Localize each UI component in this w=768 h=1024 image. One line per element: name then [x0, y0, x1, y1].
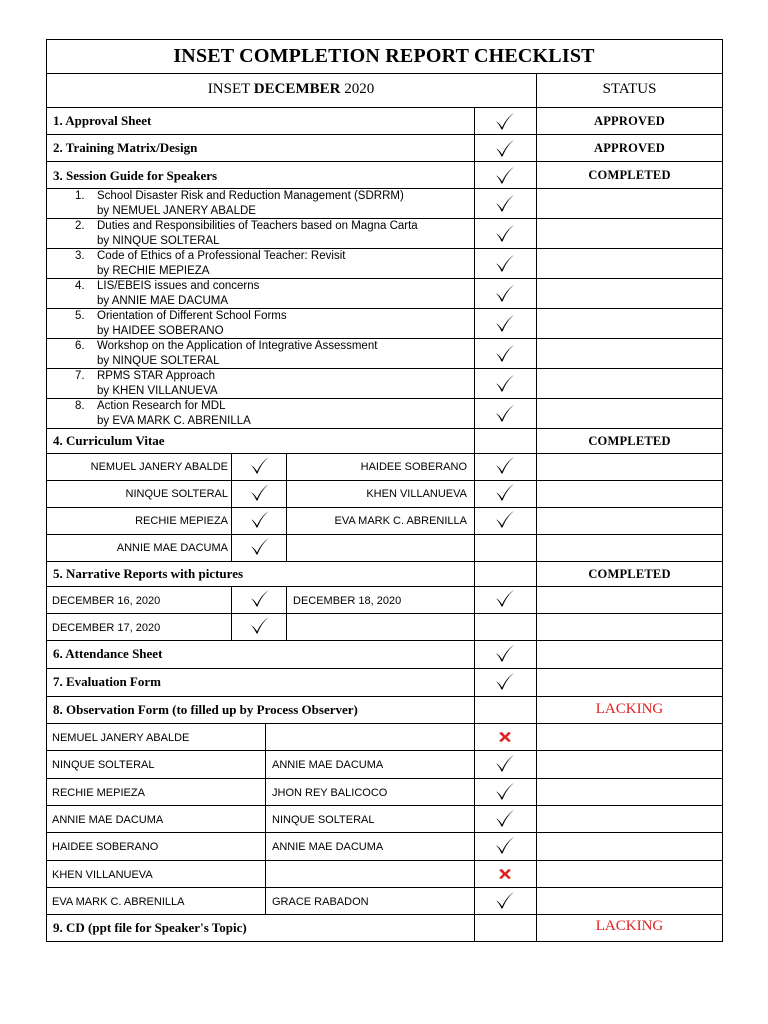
- table-rule: [46, 338, 723, 339]
- table-rule: [286, 453, 287, 562]
- table-border-bottom: [46, 941, 723, 942]
- session-number: 2.: [75, 220, 85, 232]
- subtitle-year: 2020: [340, 81, 375, 97]
- table-border-top: [46, 39, 723, 40]
- session-title: LIS/EBEIS issues and concerns: [97, 280, 260, 292]
- observer-name: HAIDEE SOBERANO: [52, 841, 159, 853]
- table-rule: [231, 453, 232, 562]
- check-mark-icon: [495, 510, 515, 528]
- table-rule: [46, 534, 723, 535]
- table-rule: [46, 586, 723, 587]
- session-speaker: by NEMUEL JANERY ABALDE: [97, 205, 256, 217]
- check-mark-icon: [495, 344, 515, 362]
- session-speaker: by NINQUE SOLTERAL: [97, 235, 220, 247]
- check-mark-icon: [250, 616, 270, 634]
- table-rule: [46, 860, 723, 861]
- session-title: RPMS STAR Approach: [97, 370, 216, 382]
- session-number: 1.: [75, 190, 85, 202]
- cv-name-left: ANNIE MAE DACUMA: [116, 542, 228, 554]
- table-rule: [46, 668, 723, 669]
- status-approval-sheet: APPROVED: [593, 114, 666, 128]
- red-x-icon: [498, 868, 512, 880]
- table-rule: [46, 188, 723, 189]
- table-rule: [46, 428, 723, 429]
- status-observation-form: LACKING: [595, 701, 664, 717]
- table-rule: [46, 161, 723, 162]
- table-rule: [46, 398, 723, 399]
- table-rule: [46, 73, 723, 74]
- session-speaker: by HAIDEE SOBERANO: [97, 325, 224, 337]
- subtitle-month: DECEMBER: [253, 81, 341, 97]
- observed-teacher-name: JHON REY BALICOCO: [272, 787, 388, 799]
- table-rule: [46, 248, 723, 249]
- observer-name: RECHIE MEPIEZA: [52, 787, 145, 799]
- cv-name-left: NEMUEL JANERY ABALDE: [90, 461, 228, 473]
- observed-teacher-name: NINQUE SOLTERAL: [272, 814, 375, 826]
- status-curriculum-vitae: COMPLETED: [588, 434, 671, 448]
- table-rule: [474, 561, 475, 942]
- table-rule: [46, 278, 723, 279]
- check-mark-icon: [495, 112, 515, 130]
- table-rule: [46, 107, 723, 108]
- check-mark-icon: [495, 139, 515, 157]
- inset-subtitle: [46, 81, 536, 98]
- section-training-matrix: 2. Training Matrix/Design: [53, 140, 198, 155]
- section-curriculum-vitae: 4. Curriculum Vitae: [53, 433, 165, 448]
- table-rule: [46, 640, 723, 641]
- section-cd-ppt: 9. CD (ppt file for Speaker's Topic): [53, 920, 247, 935]
- session-title: Workshop on the Application of Integrative Assessment: [97, 340, 378, 352]
- table-rule: [46, 218, 723, 219]
- session-title: Code of Ethics of a Professional Teacher: Revisit: [97, 250, 346, 262]
- check-mark-icon: [495, 809, 515, 827]
- session-number: 8.: [75, 400, 85, 412]
- document-title: INSET COMPLETION REPORT CHECKLIST: [173, 45, 595, 67]
- check-mark-icon: [495, 374, 515, 392]
- subtitle-prefix: INSET: [207, 81, 254, 97]
- session-number: 5.: [75, 310, 85, 322]
- table-rule: [46, 914, 723, 915]
- section-evaluation-form: 7. Evaluation Form: [53, 674, 161, 689]
- check-mark-icon: [495, 754, 515, 772]
- check-mark-icon: [495, 644, 515, 662]
- check-mark-icon: [250, 510, 270, 528]
- table-rule: [46, 134, 723, 135]
- cv-name-right: KHEN VILLANUEVA: [366, 488, 467, 500]
- check-mark-icon: [495, 166, 515, 184]
- narrative-date-left: DECEMBER 17, 2020: [52, 622, 161, 634]
- check-mark-icon: [495, 194, 515, 212]
- table-rule: [46, 723, 723, 724]
- observer-name: EVA MARK C. ABRENILLA: [52, 896, 185, 908]
- session-title: Duties and Responsibilities of Teachers based on Magna Carta: [97, 220, 418, 232]
- check-mark-icon: [495, 456, 515, 474]
- observer-name: ANNIE MAE DACUMA: [52, 814, 164, 826]
- table-rule: [46, 805, 723, 806]
- check-mark-icon: [495, 483, 515, 501]
- table-rule: [474, 453, 475, 562]
- session-number: 6.: [75, 340, 85, 352]
- table-rule: [46, 453, 723, 454]
- session-title: Action Research for MDL: [97, 400, 226, 412]
- cv-name-right: EVA MARK C. ABRENILLA: [334, 515, 467, 527]
- session-speaker: by ANNIE MAE DACUMA: [97, 295, 228, 307]
- observed-teacher-name: ANNIE MAE DACUMA: [272, 759, 384, 771]
- table-rule: [46, 368, 723, 369]
- check-mark-icon: [495, 224, 515, 242]
- check-mark-icon: [495, 404, 515, 422]
- session-speaker: by NINQUE SOLTERAL: [97, 355, 220, 367]
- session-number: 3.: [75, 250, 85, 262]
- check-mark-icon: [250, 456, 270, 474]
- status-cd-ppt: LACKING: [595, 918, 664, 934]
- check-mark-icon: [495, 589, 515, 607]
- table-border-right: [722, 39, 723, 942]
- table-rule: [46, 750, 723, 751]
- cv-name-right: HAIDEE SOBERANO: [360, 461, 467, 473]
- table-rule: [46, 832, 723, 833]
- narrative-date-left: DECEMBER 16, 2020: [52, 595, 161, 607]
- red-x-icon: [498, 731, 512, 743]
- table-rule: [46, 613, 723, 614]
- observer-name: NINQUE SOLTERAL: [52, 759, 155, 771]
- check-mark-icon: [495, 672, 515, 690]
- check-mark-icon: [250, 483, 270, 501]
- table-rule: [46, 507, 723, 508]
- check-mark-icon: [495, 836, 515, 854]
- table-rule: [46, 778, 723, 779]
- check-mark-icon: [495, 314, 515, 332]
- table-rule: [46, 887, 723, 888]
- check-mark-icon: [250, 589, 270, 607]
- check-mark-icon: [250, 537, 270, 555]
- narrative-date-right: DECEMBER 18, 2020: [293, 595, 402, 607]
- status-narrative-reports: COMPLETED: [588, 567, 671, 581]
- section-session-guide: 3. Session Guide for Speakers: [53, 168, 218, 183]
- observed-teacher-name: ANNIE MAE DACUMA: [272, 841, 384, 853]
- observed-teacher-name: GRACE RABADON: [272, 896, 369, 908]
- session-number: 4.: [75, 280, 85, 292]
- check-mark-icon: [495, 891, 515, 909]
- table-rule: [286, 586, 287, 641]
- table-rule: [46, 561, 723, 562]
- section-narrative-reports: 5. Narrative Reports with pictures: [53, 566, 244, 581]
- observer-name: KHEN VILLANUEVA: [52, 869, 153, 881]
- check-mark-icon: [495, 782, 515, 800]
- observer-name: NEMUEL JANERY ABALDE: [52, 732, 190, 744]
- session-speaker: by EVA MARK C. ABRENILLA: [97, 415, 251, 427]
- status-session-guide: COMPLETED: [588, 168, 671, 182]
- status-training-matrix: APPROVED: [593, 141, 666, 155]
- session-title: Orientation of Different School Forms: [97, 310, 287, 322]
- table-rule: [46, 480, 723, 481]
- session-speaker: by KHEN VILLANUEVA: [97, 385, 218, 397]
- status-header: STATUS: [602, 81, 657, 97]
- table-rule: [46, 696, 723, 697]
- section-observation-form: 8. Observation Form (to filled up by Process Observer): [53, 702, 358, 717]
- session-number: 7.: [75, 370, 85, 382]
- check-mark-icon: [495, 284, 515, 302]
- table-border-left: [46, 39, 47, 942]
- table-rule: [46, 308, 723, 309]
- table-rule: [231, 586, 232, 641]
- section-approval-sheet: 1. Approval Sheet: [53, 113, 152, 128]
- cv-name-left: RECHIE MEPIEZA: [135, 515, 228, 527]
- session-speaker: by RECHIE MEPIEZA: [97, 265, 210, 277]
- section-attendance-sheet: 6. Attendance Sheet: [53, 646, 163, 661]
- check-mark-icon: [495, 254, 515, 272]
- cv-name-left: NINQUE SOLTERAL: [125, 488, 228, 500]
- session-title: School Disaster Risk and Reduction Management (SDRRM): [97, 190, 404, 202]
- table-rule: [474, 107, 475, 454]
